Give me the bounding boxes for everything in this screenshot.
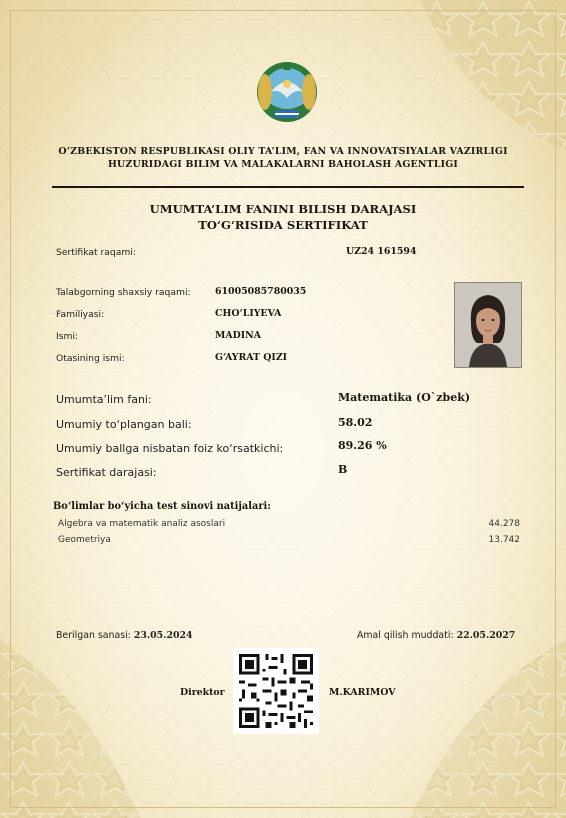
- certificate-number-label: Sertifikat raqami:: [56, 247, 136, 258]
- surname-label: Familiyasi:: [56, 309, 105, 320]
- qr-code-icon: [233, 648, 319, 734]
- patronymic-label: Otasining ismi:: [56, 353, 125, 364]
- certificate-title-line1: UMUMTA’LIM FANINI BILISH DARAJASI: [149, 202, 417, 216]
- percentage-value: 89.26 %: [338, 439, 387, 452]
- total-score-value: 58.02: [338, 416, 373, 429]
- certificate-level-label: Sertifikat darajasi:: [56, 466, 157, 479]
- certificate-level-value: B: [338, 463, 348, 476]
- agency-name-line2: HUZURIDAGI BILIM VA MALAKALARNI BAHOLASH AGENTLIGI: [107, 159, 459, 170]
- surname-value: CHO‘LIYEVA: [215, 308, 282, 319]
- section-score-algebra: 44.278: [488, 519, 520, 529]
- issue-date-value: 23.05.2024: [133, 630, 193, 641]
- valid-until-label: Amal qilish muddati:: [357, 630, 454, 641]
- director-label: Direktor: [180, 687, 225, 698]
- section-score-geometry: 13.742: [488, 535, 520, 545]
- issue-date: [56, 630, 193, 641]
- section-name-geometry: Geometriya: [58, 535, 111, 545]
- personal-id-value: 61005085780035: [215, 286, 307, 297]
- applicant-portrait: [455, 283, 521, 367]
- subject-label: Umumta’lim fani:: [56, 393, 152, 406]
- director-name: M.KARIMOV: [329, 687, 396, 698]
- issue-date-label: Berilgan sanasi:: [56, 630, 131, 641]
- applicant-photo: [454, 282, 522, 368]
- personal-id-label: Talabgorning shaxsiy raqami:: [56, 287, 191, 298]
- certificate-title-line2: TO‘G‘RISIDA SERTIFIKAT: [198, 218, 368, 232]
- valid-until-value: 22.05.2027: [456, 630, 516, 641]
- subject-value: Matematika (O`zbek): [338, 391, 471, 404]
- header-divider: [52, 186, 524, 188]
- certificate-number-value: UZ24 161594: [346, 246, 417, 257]
- state-emblem-icon: [251, 58, 323, 126]
- agency-name-line1: O‘ZBEKISTON RESPUBLIKASI OLIY TA’LIM, FAN VA INNOVATSIYALAR VAZIRLIGI: [58, 146, 508, 157]
- percentage-label: Umumiy ballga nisbatan foiz ko‘rsatkichi:: [56, 442, 284, 455]
- patronymic-value: G‘AYRAT QIZI: [215, 352, 288, 363]
- section-results-heading: Bo‘limlar bo‘yicha test sinovi natijalari:: [53, 501, 271, 512]
- total-score-label: Umumiy to‘plangan bali:: [56, 418, 192, 431]
- section-name-algebra: Algebra va matematik analiz asoslari: [58, 519, 226, 529]
- first-name-label: Ismi:: [56, 331, 79, 342]
- first-name-value: MADINA: [215, 330, 262, 341]
- valid-until: [357, 630, 515, 641]
